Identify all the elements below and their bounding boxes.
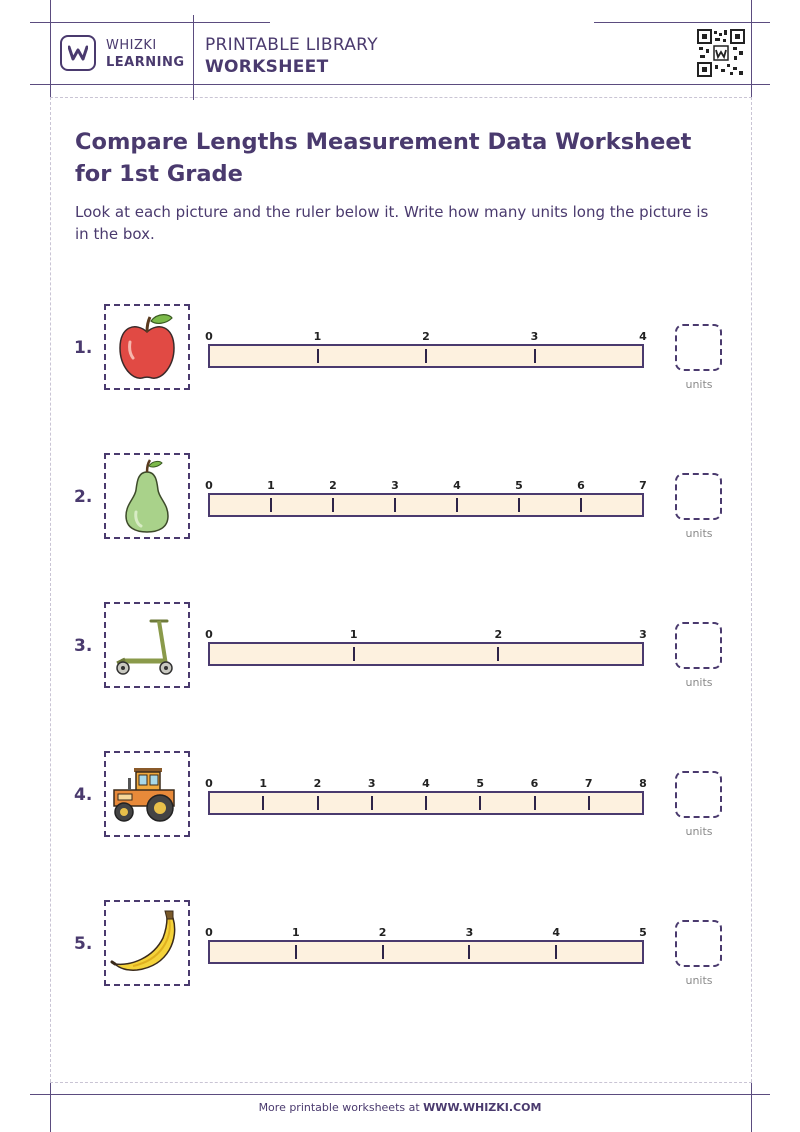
ruler-label: 6 [577, 479, 585, 492]
ruler-tick [262, 796, 264, 810]
question-1 [0, 304, 800, 394]
ruler-tick [479, 796, 481, 810]
ruler-label: 5 [515, 479, 523, 492]
question-number: 5. [74, 934, 93, 954]
ruler-label: 2 [378, 926, 387, 939]
picture-frame [104, 453, 190, 539]
ruler-label: 8 [639, 777, 647, 790]
brand-line1: WHIZKI [106, 38, 157, 53]
header-top-line-left [30, 22, 270, 23]
ruler-label: 0 [205, 777, 213, 790]
answer-box[interactable] [675, 771, 722, 818]
question-5 [0, 900, 800, 990]
ruler-label: 4 [453, 479, 461, 492]
picture-frame [104, 602, 190, 688]
ruler-tick [425, 349, 427, 363]
ruler-label: 7 [584, 777, 593, 790]
ruler-tick [394, 498, 396, 512]
ruler-label: 6 [530, 777, 539, 790]
ruler [208, 642, 644, 666]
instructions: Look at each picture and the ruler below it. Write how many units long the picture is in the box. [75, 203, 709, 243]
question-number: 4. [74, 785, 93, 805]
whizki-logo-icon [60, 35, 96, 71]
ruler-label: 2 [313, 777, 322, 790]
worksheet-label: WORKSHEET [205, 57, 329, 77]
ruler-tick [534, 349, 536, 363]
footer-url[interactable]: WWW.WHIZKI.COM [423, 1101, 542, 1114]
question-number: 2. [74, 487, 93, 507]
ruler-tick [353, 647, 355, 661]
page-title: Compare Lengths Measurement Data Worksheet for 1st Grade [75, 129, 692, 187]
ruler-tick [555, 945, 557, 959]
ruler-label: 1 [259, 777, 268, 790]
ruler [208, 493, 644, 517]
ruler-label: 4 [422, 777, 430, 790]
question-number: 3. [74, 636, 93, 656]
ruler-label: 2 [494, 628, 503, 641]
header-divider-line [193, 15, 194, 100]
question-2 [0, 453, 800, 543]
ruler-tick [588, 796, 590, 810]
ruler-label: 0 [205, 479, 213, 492]
ruler-tick [295, 945, 297, 959]
ruler-label: 0 [205, 330, 213, 343]
picture-frame [104, 304, 190, 390]
page-border-bottom [50, 1082, 752, 1083]
units-label: units [685, 825, 713, 838]
question-4 [0, 751, 800, 841]
answer-box[interactable] [675, 920, 722, 967]
brand-line2: LEARNING [106, 55, 185, 70]
ruler-tick [371, 796, 373, 810]
header-right-line [751, 0, 752, 100]
ruler-tick [468, 945, 470, 959]
ruler-tick [382, 945, 384, 959]
ruler-label: 3 [367, 777, 376, 790]
tractor-icon [110, 764, 184, 824]
brand-name [106, 37, 185, 71]
ruler-label: 3 [530, 330, 539, 343]
picture-frame [104, 751, 190, 837]
ruler-tick [580, 498, 582, 512]
footer [0, 1101, 800, 1114]
header-top-line-right [594, 22, 770, 23]
ruler-label: 2 [329, 479, 337, 492]
units-label: units [685, 676, 713, 689]
ruler-label: 0 [205, 628, 213, 641]
library-label: PRINTABLE LIBRARY [205, 35, 378, 55]
ruler-tick [317, 349, 319, 363]
ruler-tick [270, 498, 272, 512]
ruler [208, 791, 644, 815]
ruler-label: 1 [291, 926, 300, 939]
ruler-tick [317, 796, 319, 810]
footer-prefix: More printable worksheets at [258, 1101, 424, 1114]
ruler [208, 344, 644, 368]
pear-icon [122, 458, 172, 534]
ruler-label: 5 [639, 926, 647, 939]
ruler-tick [332, 498, 334, 512]
units-label: units [685, 974, 713, 987]
ruler-label: 3 [391, 479, 399, 492]
ruler-label: 7 [639, 479, 647, 492]
header-left-line [50, 0, 51, 100]
ruler-label: 1 [349, 628, 358, 641]
header-bottom-line [30, 84, 770, 85]
ruler-tick [456, 498, 458, 512]
ruler-tick [534, 796, 536, 810]
ruler-label: 4 [552, 926, 561, 939]
ruler-tick [497, 647, 499, 661]
question-3 [0, 602, 800, 692]
answer-box[interactable] [675, 473, 722, 520]
banana-icon [109, 908, 185, 978]
ruler-label: 5 [476, 777, 485, 790]
question-number: 1. [74, 338, 93, 358]
units-label: units [685, 527, 713, 540]
ruler-label: 1 [267, 479, 275, 492]
ruler-label: 3 [465, 926, 474, 939]
ruler-tick [425, 796, 427, 810]
qr-code-icon [697, 29, 745, 77]
ruler-tick [518, 498, 520, 512]
page-border-top [50, 97, 752, 98]
footer-top-line [30, 1094, 770, 1095]
answer-box[interactable] [675, 324, 722, 371]
units-label: units [685, 378, 713, 391]
picture-frame [104, 900, 190, 986]
ruler-label: 1 [313, 330, 322, 343]
scooter-icon [111, 613, 183, 677]
ruler-label: 2 [422, 330, 430, 343]
ruler-label: 3 [639, 628, 647, 641]
ruler-label: 4 [639, 330, 647, 343]
ruler-label: 0 [205, 926, 213, 939]
apple-icon [112, 310, 182, 384]
answer-box[interactable] [675, 622, 722, 669]
ruler [208, 940, 644, 964]
